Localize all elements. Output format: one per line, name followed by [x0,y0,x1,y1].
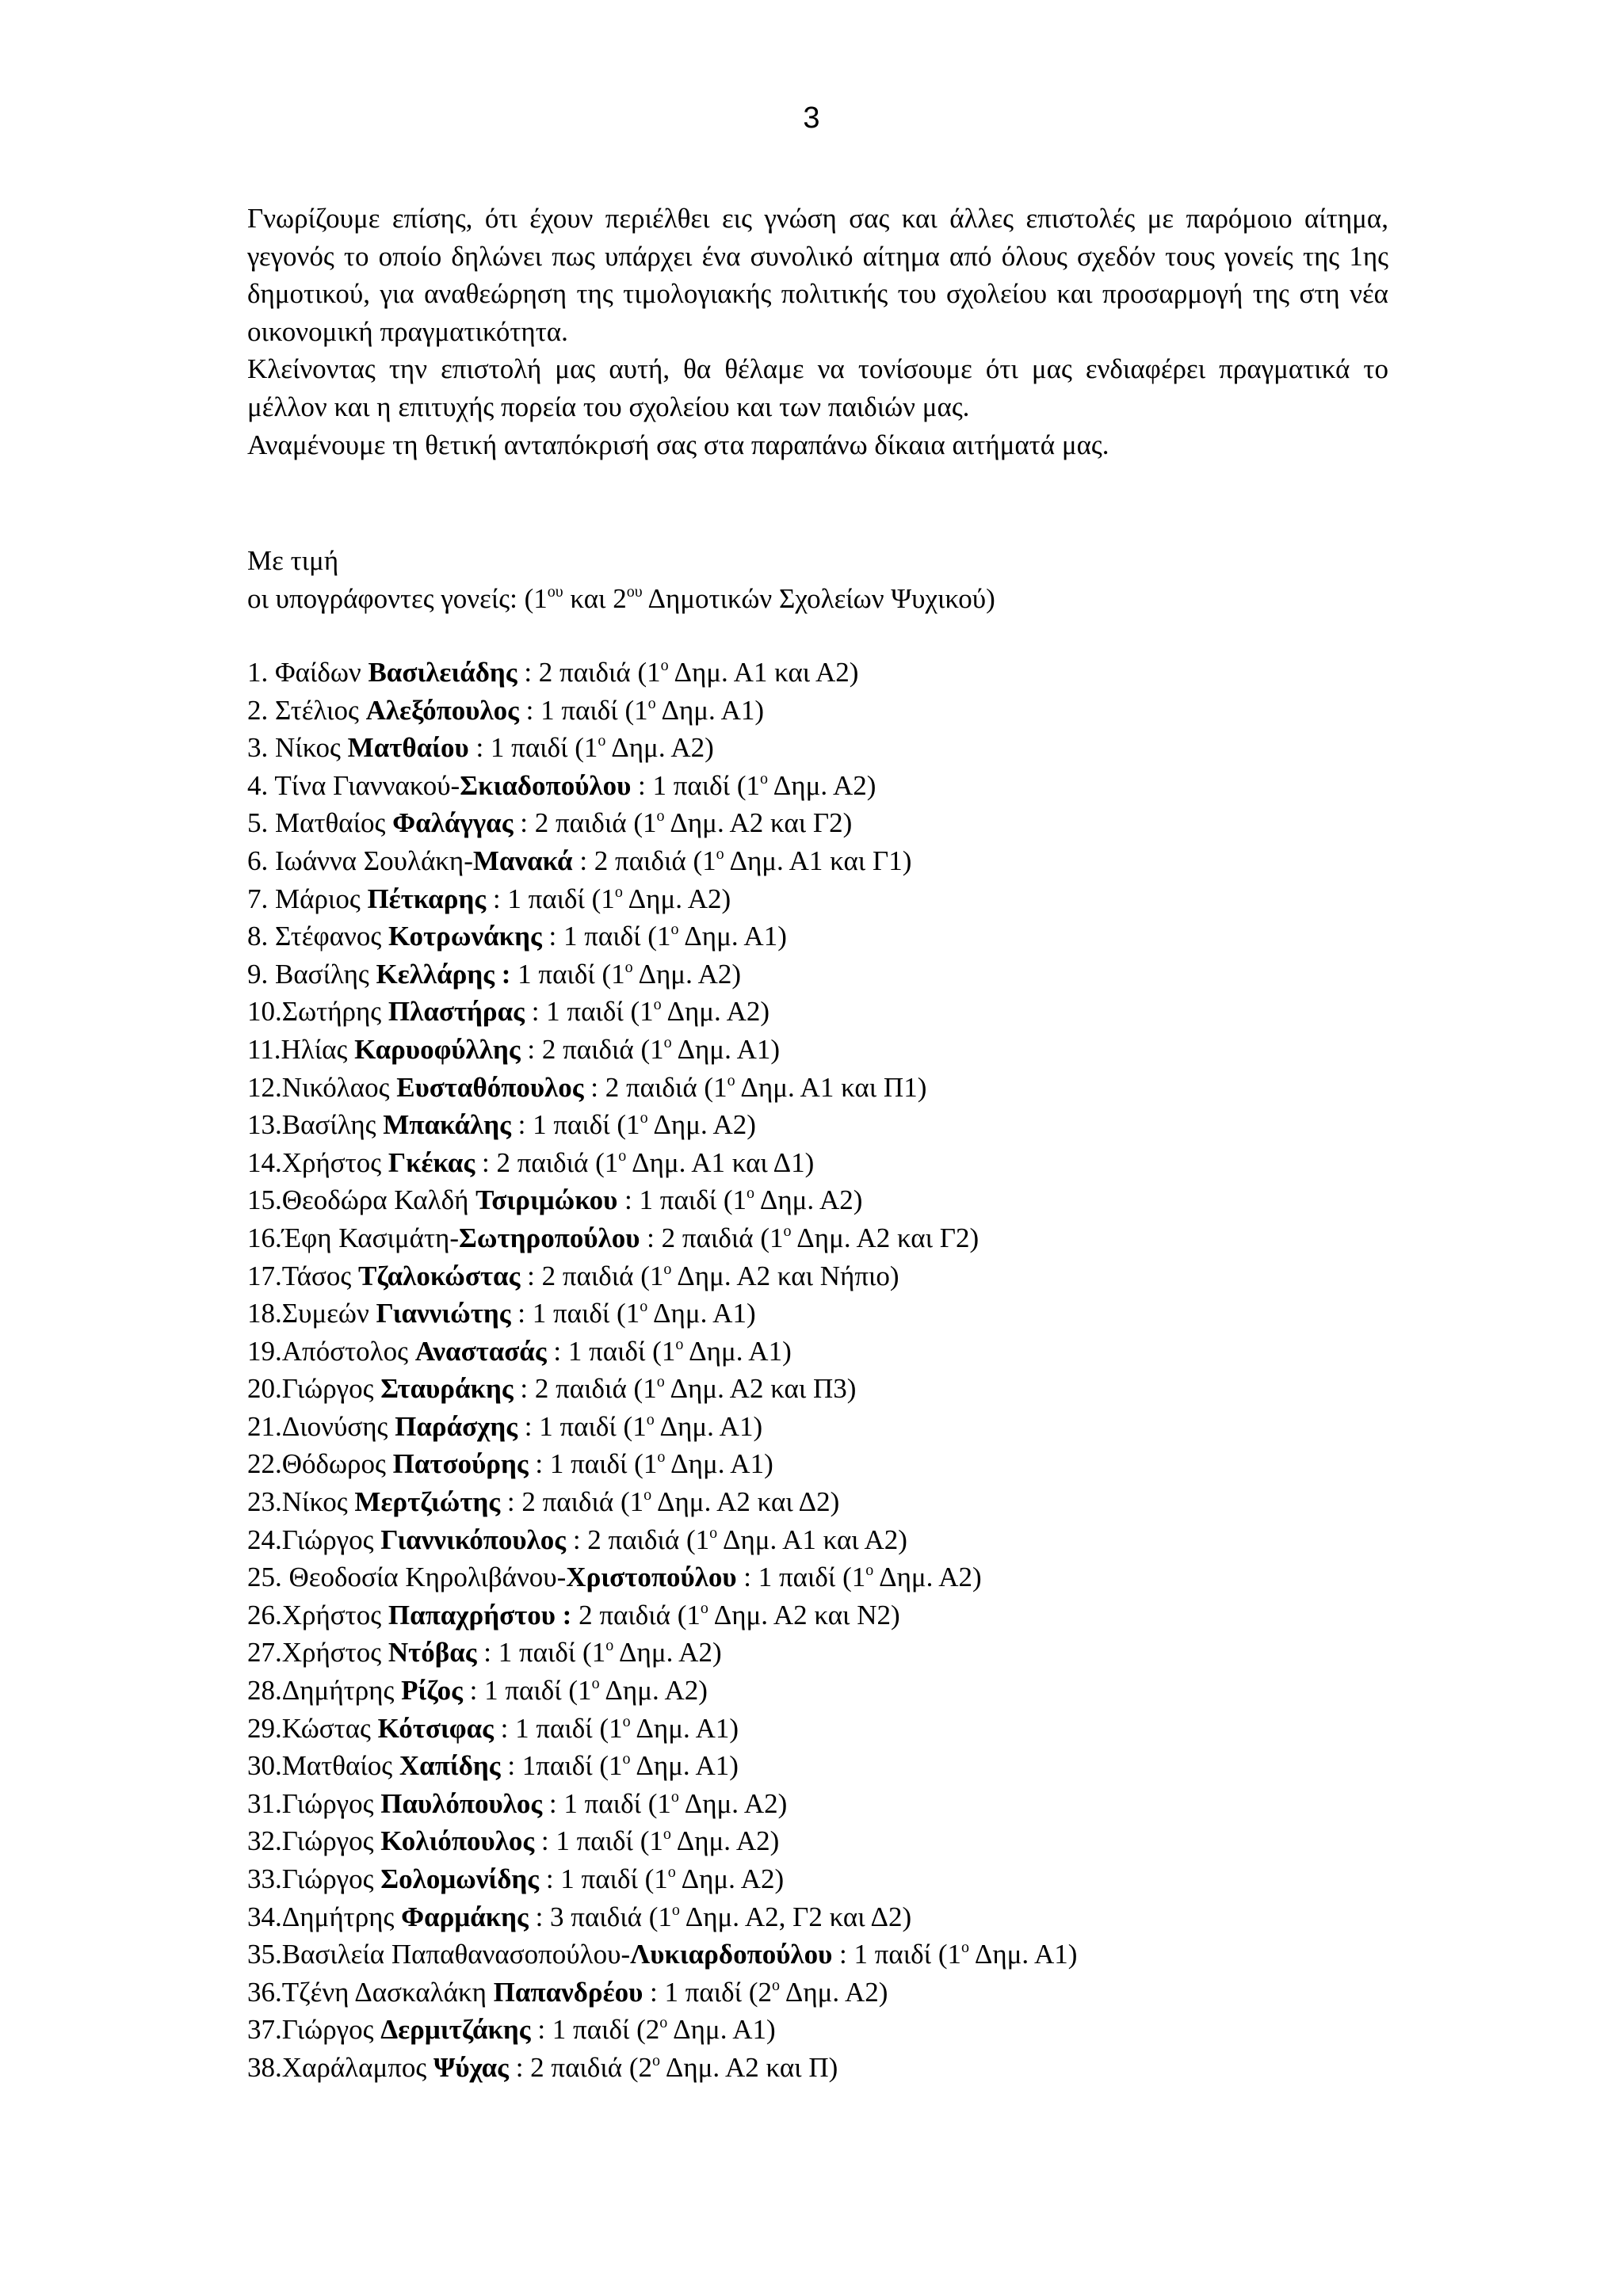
item-number: 27. [247,1637,282,1669]
first-name: Ματθαίος [281,1750,399,1782]
first-name: Ιωάννα Σουλάκη- [275,845,473,876]
list-item [247,2011,1077,2049]
item-number: 9. [247,958,275,990]
item-number: 37. [247,2014,282,2046]
item-number: 23. [247,1486,282,1518]
first-name: Απόστολος [281,1335,415,1367]
list-item [247,1634,1077,1672]
children-count: : 1 παιδί (1 [617,1184,747,1216]
list-item [247,1031,1077,1069]
school-classes: Δημ. Α2) [780,1976,888,2008]
surname: Παπανδρέου [493,1976,643,2008]
page-number: 3 [803,101,820,135]
list-item [247,692,1077,730]
list-item [247,1521,1077,1559]
item-number: 30. [247,1750,282,1782]
first-name: Νίκος [281,1486,355,1518]
first-name: Τζένη Δασκαλάκη [281,1976,494,2008]
surname: Τζαλοκώστας [358,1260,521,1291]
ordinal-suffix: ο [660,657,669,674]
item-number: 1. [247,657,275,688]
ordinal-suffix: ο [663,1033,672,1051]
ordinal-suffix: ο [961,1939,969,1957]
school-classes: Δημ. Α1) [630,1750,739,1782]
children-count: : 1παιδί (1 [500,1750,623,1782]
ordinal-suffix: ο [675,1335,684,1353]
school-classes: Δημ. Α1) [683,1335,792,1367]
paragraph: Γνωρίζουμε επίσης, ότι έχουν περιέλθει εις γνώση σας και άλλες επιστολές με παρόμοιο αίτημα, γεγονός το οποίο δηλώνει πως υπάρχει ένα συνολικό αίτημα από όλους σχεδόν τους γονείς της 1ης δημοτικού, για αναθεώρηση της τιμολογιακής πολιτικής του σχολείου και προσαρμογή της στη νέα οικονομική πραγματικότητα. [247,203,1388,347]
first-name: Συμεών [281,1298,376,1329]
ordinal-suffix: ο [709,1524,718,1542]
children-count: : 1 παιδί (1 [539,1863,668,1894]
ordinal-suffix: ο [772,1976,780,1994]
list-item [247,1558,1077,1596]
list-item [247,1822,1077,1860]
school-classes: Δημ. Α1) [655,694,765,726]
list-item [247,1785,1077,1823]
first-name: Ματθαίος [275,807,393,839]
ordinal-suffix: ο [783,1222,792,1240]
ordinal-suffix: ο [618,1146,627,1165]
children-count: : 1 παιδί (1 [510,1109,640,1141]
salutation: Με τιμή [247,545,339,576]
school-classes: Δημ. Α2) [632,958,742,990]
surname: Κότσιφας [377,1712,494,1744]
school-classes: Δημ. Α1 και Δ1) [626,1146,815,1178]
children-count: : 1 παιδί (1 [493,1712,623,1744]
school-classes: Δημ. Α1) [667,2014,776,2046]
item-number: 33. [247,1863,282,1894]
school-classes: Δημ. Α1) [678,921,787,952]
children-count: : 2 παιδιά (1 [566,1524,710,1555]
school-classes: Δημ. Α2) [678,1787,788,1819]
children-count: : 1 παιδί (1 [510,1298,640,1329]
letter-body [247,200,1388,463]
school-classes: Δημ. Α2) [670,1825,780,1857]
children-count: : 2 παιδιά (1 [572,845,716,876]
item-number: 35. [247,1939,282,1970]
children-count: : 1 παιδί (1 [534,1825,663,1857]
children-count: : 1 παιδί (1 [542,1787,671,1819]
first-name: Γιώργος [281,1373,381,1405]
children-count: : 1 παιδί (2 [530,2014,660,2046]
surname: Παυλόπουλος [380,1787,543,1819]
children-count: : 2 παιδιά (1 [513,807,657,839]
item-number: 19. [247,1335,282,1367]
first-name: Θόδωρος [281,1448,393,1480]
surname: Κελλάρης : [376,958,511,990]
first-name: Βασίλης [275,958,376,990]
surname: Αλεξόπουλος [365,694,519,726]
ordinal-suffix: ο [656,1373,665,1391]
first-name: Χρήστος [281,1599,388,1630]
item-number: 3. [247,732,275,764]
surname: Σκιαδοπούλου [460,769,632,801]
ordinal-suffix: ο [659,2014,668,2032]
item-number: 4. [247,769,275,801]
first-name: Φαίδων [275,657,369,688]
closing-block [247,542,995,617]
ordinal-suffix: ου [547,582,563,601]
surname: Τσιριμώκου [475,1184,618,1216]
first-name: Δημήτρης [281,1675,402,1707]
school-classes: Δημ. Α2) [661,996,770,1028]
school-classes: Δημ. Α1 και Α2) [668,657,859,688]
signatories-prefix: οι υπογράφοντες γονείς: (1 [247,582,548,614]
school-classes: Δημ. Α2 και Π3) [664,1373,857,1405]
list-item [247,1295,1077,1333]
ordinal-suffix: ο [656,807,665,826]
list-item [247,1069,1077,1107]
item-number: 14. [247,1146,282,1178]
first-name: Τάσος [281,1260,359,1291]
item-number: 8. [247,921,275,952]
children-count: : 3 παιδιά (1 [528,1901,672,1932]
item-number: 36. [247,1976,282,2008]
surname: Ντόβας [388,1637,477,1669]
list-item [247,955,1077,994]
list-item [247,1710,1077,1748]
school-classes: Δημ. Α2) [613,1637,722,1669]
first-name: Δημήτρης [281,1901,402,1932]
school-classes: Δημ. Α1) [630,1712,739,1744]
list-item [247,2049,1077,2087]
ordinal-suffix: ου [626,582,643,601]
school-classes: Δημ. Α1) [969,1939,1078,1970]
ordinal-suffix: ο [622,1750,631,1768]
first-name: Τίνα Γιαννακού- [274,769,460,801]
surname: Σωτηροπούλου [459,1222,640,1253]
first-name: Γιώργος [281,1787,381,1819]
ordinal-suffix: ο [591,1675,600,1693]
children-count: : 2 παιδιά (1 [500,1486,644,1518]
item-number: 31. [247,1787,282,1819]
list-item [247,1596,1077,1634]
school-classes: Δημ. Α2 και Ν2) [708,1599,900,1630]
children-count: 2 παιδιά (1 [571,1599,701,1630]
list-item [247,1181,1077,1219]
surname: Κοτρωνάκης [388,921,542,952]
paragraph: Κλείνοντας την επιστολή μας αυτή, θα θέλαμε να τονίσουμε ότι μας ενδιαφέρει πραγματικά το μέλλον και η επιτυχής πορεία του σχολείου και των παιδιών μας. [247,353,1388,422]
item-number: 6. [247,845,275,876]
list-item [247,880,1077,918]
surname: Ρίζος [401,1675,463,1707]
ordinal-suffix: ο [670,1787,679,1806]
ordinal-suffix: ο [747,1184,755,1203]
children-count: : 2 παιδιά (1 [517,657,661,688]
first-name: Στέλιος [275,694,366,726]
surname: Αναστασάς [414,1335,547,1367]
list-item [247,1257,1077,1295]
school-classes: Δημ. Α1 και Α2) [717,1524,907,1555]
surname: Μανακά [472,845,573,876]
children-count: : 1 παιδί (1 [517,1410,647,1442]
surname: Φαρμάκης [401,1901,529,1932]
children-count: : 1 παιδί (1 [546,1335,676,1367]
school-classes: Δημ. Α2, Γ2 και Δ2) [679,1901,912,1932]
first-name: Χρήστος [281,1637,388,1669]
list-item [247,1974,1077,2012]
item-number: 26. [247,1599,282,1630]
ordinal-suffix: ο [614,883,623,901]
ordinal-suffix: ο [667,1863,676,1881]
list-item [247,729,1077,767]
ordinal-suffix: ο [653,996,662,1014]
list-item [247,842,1077,880]
children-count: : 1 παιδί (1 [528,1448,658,1480]
first-name: Γιώργος [281,1863,381,1894]
signatories-suffix: Δημοτικών Σχολείων Ψυχικού) [642,582,995,614]
list-item [247,1672,1077,1710]
school-classes: Δημ. Α1 και Γ1) [724,845,912,876]
surname: Φαλάγγας [392,807,514,839]
school-classes: Δημ. Α1) [665,1448,773,1480]
ordinal-suffix: ο [643,1486,652,1505]
item-number: 20. [247,1373,282,1405]
children-count: : 2 παιδιά (1 [640,1222,784,1253]
school-classes: Δημ. Α1 και Π1) [735,1071,927,1103]
children-count: : 1 παιδί (1 [518,694,648,726]
surname: Πλαστήρας [388,996,525,1028]
surname: Πέτκαρης [367,883,487,914]
list-item [247,654,1077,692]
list-item [247,1936,1077,1974]
item-number: 2. [247,694,275,726]
item-number: 5. [247,807,275,839]
first-name: Βασίλης [281,1109,384,1141]
item-number: 11. [247,1033,281,1065]
list-item [247,1333,1077,1371]
item-number: 10. [247,996,282,1028]
ordinal-suffix: ο [759,769,768,788]
school-classes: Δημ. Α2 και Γ2) [664,807,853,839]
children-count: : 1 παιδί (1 [462,1675,592,1707]
list-item [247,1445,1077,1483]
school-classes: Δημ. Α1) [654,1410,763,1442]
item-number: 32. [247,1825,282,1857]
list-item [247,1408,1077,1446]
children-count: : 1 παιδί (1 [832,1939,961,1970]
surname: Μερτζιώτης [354,1486,501,1518]
surname: Κολιόπουλος [380,1825,535,1857]
ordinal-suffix: ο [700,1599,708,1617]
ordinal-suffix: ο [663,1260,672,1278]
school-classes: Δημ. Α2 και Π) [660,2051,838,2083]
list-item [247,1219,1077,1257]
children-count: : 2 παιδιά (1 [583,1071,727,1103]
surname: Ψύχας [433,2051,509,2083]
list-item [247,1144,1077,1182]
first-name: Θεοδοσία Κηρολιβάνου- [288,1562,567,1593]
list-item [247,804,1077,842]
school-classes: Δημ. Α2 και Δ2) [651,1486,840,1518]
school-classes: Δημ. Α2) [622,883,731,914]
school-classes: Δημ. Α2) [754,1184,863,1216]
surname: Παράσχης [395,1410,517,1442]
ordinal-suffix: ο [663,1825,671,1844]
list-item [247,993,1077,1031]
surname: Χαπίδης [399,1750,501,1782]
school-classes: Δημ. Α1) [647,1298,756,1329]
surname: Καρυοφύλλης [354,1033,521,1065]
children-count: : 1 παιδί (1 [476,1637,606,1669]
ordinal-suffix: ο [652,2051,661,2069]
item-number: 22. [247,1448,282,1480]
first-name: Θεοδώρα Καλδή [281,1184,476,1216]
item-number: 34. [247,1901,282,1932]
first-name: Διονύσης [281,1410,395,1442]
ordinal-suffix: ο [727,1071,735,1089]
children-count: : 1 παιδί (2 [643,1976,772,2008]
surname: Ματθαίου [347,732,469,764]
signature-list [247,654,1077,2087]
children-count: : 2 παιδιά (1 [513,1373,657,1405]
first-name: Γιώργος [281,1524,381,1555]
first-name: Χαράλαμπος [281,2051,434,2083]
school-classes: Δημ. Α1) [671,1033,781,1065]
list-item [247,1106,1077,1144]
surname: Γιαννιώτης [376,1298,511,1329]
ordinal-suffix: ο [605,1637,614,1655]
ordinal-suffix: ο [657,1448,666,1466]
school-classes: Δημ. Α2) [647,1109,756,1141]
signatories-line [247,580,995,618]
item-number: 13. [247,1109,282,1141]
first-name: Γιώργος [281,2014,381,2046]
ordinal-suffix: ο [646,1410,655,1428]
children-count: 1 παιδί (1 [510,958,625,990]
first-name: Ηλίας [281,1033,355,1065]
ordinal-suffix: ο [716,845,724,863]
surname: Βασιλειάδης [368,657,517,688]
first-name: Έφη Κασιμάτη- [281,1222,460,1253]
ordinal-suffix: ο [640,1109,648,1127]
item-number: 25. [247,1562,289,1593]
surname: Γκέκας [388,1146,475,1178]
item-number: 24. [247,1524,282,1555]
item-number: 15. [247,1184,282,1216]
ordinal-suffix: ο [671,1901,680,1919]
surname: Λυκιαρδοπούλου [630,1939,833,1970]
list-item [247,917,1077,955]
ordinal-suffix: ο [865,1562,874,1580]
first-name: Μάριος [275,883,368,914]
item-number: 17. [247,1260,282,1291]
children-count: : 1 παιδί (1 [631,769,760,801]
first-name: Σωτήρης [281,996,388,1028]
ordinal-suffix: ο [640,1298,648,1316]
surname: Πατσούρης [392,1448,529,1480]
surname: Σταυράκης [380,1373,514,1405]
first-name: Κώστας [281,1712,378,1744]
paragraph: Αναμένουμε τη θετική ανταπόκρισή σας στα παραπάνω δίκαια αιτήματά μας. [247,429,1109,460]
surname: Δερμιτζάκης [380,2014,531,2046]
list-item [247,1898,1077,1936]
first-name: Χρήστος [281,1146,388,1178]
list-item [247,767,1077,805]
item-number: 21. [247,1410,282,1442]
item-number: 7. [247,883,275,914]
school-classes: Δημ. Α2) [599,1675,708,1707]
school-classes: Δημ. Α2) [675,1863,785,1894]
list-item [247,1747,1077,1785]
children-count: : 2 παιδιά (2 [508,2051,653,2083]
first-name: Νίκος [275,732,348,764]
surname: Παπαχρήστου : [388,1599,572,1630]
item-number: 18. [247,1298,282,1329]
item-number: 38. [247,2051,282,2083]
school-classes: Δημ. Α2 και Νήπιο) [671,1260,899,1291]
children-count: : 1 παιδί (1 [486,883,615,914]
first-name: Γιώργος [281,1825,381,1857]
school-classes: Δημ. Α2 και Γ2) [791,1222,980,1253]
first-name: Νικόλαος [281,1071,397,1103]
list-item [247,1483,1077,1521]
first-name: Βασιλεία Παπαθανασοπούλου- [281,1939,631,1970]
ordinal-suffix: ο [670,921,679,939]
children-count: : 1 παιδί (1 [524,996,654,1028]
item-number: 28. [247,1675,282,1707]
item-number: 29. [247,1712,282,1744]
children-count: : 2 παιδιά (1 [520,1033,664,1065]
item-number: 16. [247,1222,282,1253]
children-count: : 2 παιδιά (1 [520,1260,664,1291]
children-count: : 1 παιδί (1 [736,1562,866,1593]
children-count: : 1 παιδί (1 [468,732,598,764]
school-classes: Δημ. Α2) [767,769,876,801]
surname: Γιαννικόπουλος [380,1524,567,1555]
surname: Σολομωνίδης [380,1863,540,1894]
ordinal-suffix: ο [598,732,606,750]
ordinal-suffix: ο [622,1712,631,1730]
surname: Ευσταθόπουλος [396,1071,584,1103]
ordinal-suffix: ο [647,694,656,712]
children-count: : 2 παιδιά (1 [475,1146,619,1178]
ordinal-suffix: ο [624,958,633,976]
list-item [247,1860,1077,1898]
signatories-middle: και 2 [563,582,627,614]
surname: Μπακάλης [383,1109,511,1141]
school-classes: Δημ. Α2) [605,732,714,764]
first-name: Στέφανος [275,921,388,952]
children-count: : 1 παιδί (1 [541,921,671,952]
list-item [247,1370,1077,1408]
item-number: 12. [247,1071,282,1103]
surname: Χριστοπούλου [566,1562,737,1593]
school-classes: Δημ. Α2) [873,1562,982,1593]
